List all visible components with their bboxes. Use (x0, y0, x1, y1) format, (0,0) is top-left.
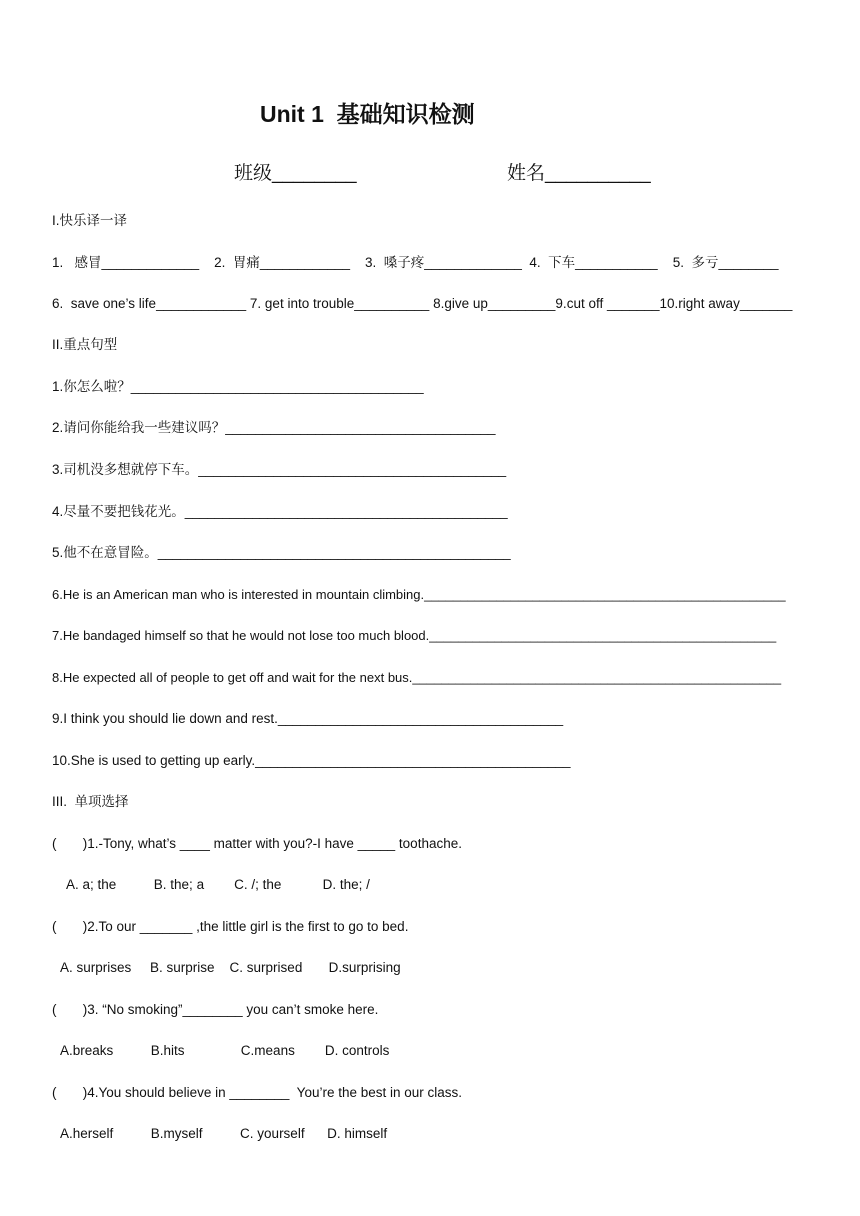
question-1-options: A. a; the B. the; a C. /; the D. the; / (66, 877, 370, 892)
question-3: ( )3. “No smoking”________ you can’t smoke here. (52, 1002, 379, 1017)
sentence-item-5: 5.他不在意冒险。_______________________________________________ (52, 545, 511, 560)
name-field-label: 姓名__________ (507, 163, 651, 184)
sentence-item-9: 9.I think you should lie down and rest.______________________________________ (52, 711, 564, 726)
question-2-options: A. surprises B. surprise C. surprised D.surprising (60, 960, 401, 975)
sentence-item-10: 10.She is used to getting up early.__________________________________________ (52, 753, 571, 768)
section-3-heading: III. 单项选择 (52, 794, 129, 809)
sentence-item-7: 7.He bandaged himself so that he would not lose too much blood.________________________________________________ (52, 628, 777, 643)
sentence-item-2: 2.请问你能给我一些建议吗？____________________________________ (52, 420, 496, 435)
translation-row-2: 6. save one’s life____________ 7. get into trouble__________ 8.give up_________9.cut off _______10.right away_______ (52, 296, 793, 311)
sentence-item-3: 3.司机没多想就停下车。_________________________________________ (52, 462, 507, 477)
question-2: ( )2.To our _______ ,the little girl is the first to go to bed. (52, 919, 409, 934)
question-4-options: A.herself B.myself C. yourself D. himself (60, 1126, 388, 1141)
sentence-item-4: 4.尽量不要把钱花光。___________________________________________ (52, 504, 508, 519)
sentence-item-8: 8.He expected all of people to get off and wait for the next bus.___________________________________________________ (52, 670, 782, 685)
section-2-heading: II.重点句型 (52, 337, 118, 352)
translation-row-1: 1. 感冒_____________ 2. 胃痛____________ 3. 嗓子疼_____________ 4. 下车___________ 5. 多亏________ (52, 255, 779, 270)
page-title: Unit 1 基础知识检测 (260, 101, 475, 127)
sentence-item-6: 6.He is an American man who is interested in mountain climbing.__________________________________________________ (52, 587, 786, 602)
class-field-label: 班级________ (234, 163, 357, 184)
sentence-item-1: 1.你怎么啦？_______________________________________ (52, 379, 424, 394)
question-4: ( )4.You should believe in ________ You’re the best in our class. (52, 1085, 463, 1100)
question-1: ( )1.-Tony, what’s ____ matter with you?-I have _____ toothache. (52, 836, 462, 851)
section-1-heading: I.快乐译一译 (52, 213, 128, 228)
question-3-options: A.breaks B.hits C.means D. controls (60, 1043, 390, 1058)
